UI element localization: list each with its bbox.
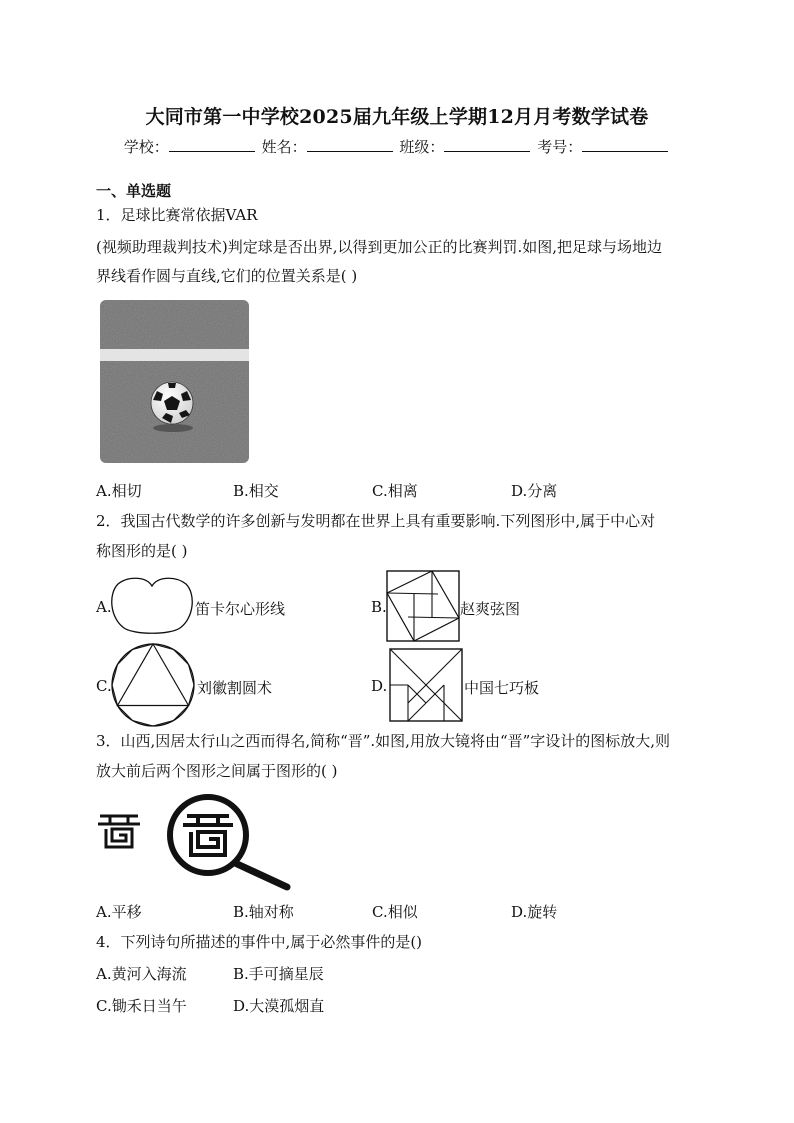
q2-option-d-label: 中国七巧板 [464, 679, 540, 697]
q4-option-d: D.大漠孤烟直 [233, 997, 325, 1015]
field-school-label: 学校： [123, 138, 169, 156]
field-name-label: 姓名： [261, 138, 307, 156]
q2-option-b-letter: B. [371, 598, 387, 616]
liu-hui-circle-figure [110, 642, 196, 728]
q2-option-b-label: 赵爽弦图 [460, 600, 521, 618]
q1-option-c: C.相离 [372, 482, 418, 500]
field-school-blank [169, 138, 255, 152]
field-name-blank [307, 138, 393, 152]
q3-line2: 放大前后两个图形之间属于图形的( ) [96, 762, 338, 780]
q2-option-c-letter: C. [96, 677, 112, 695]
q1-option-b: B.相交 [233, 482, 279, 500]
cardioid-figure [110, 574, 194, 636]
field-number-label: 考号： [537, 138, 583, 156]
q1-line2: (视频助理裁判技术)判定球是否出界,以得到更加公正的比赛判罚.如图,把足球与场地边 [96, 238, 663, 256]
q3-option-b: B.轴对称 [233, 903, 294, 921]
jin-icon-small [96, 811, 142, 851]
q2-line2: 称图形的是( ) [96, 542, 188, 560]
q2-option-a-letter: A. [96, 598, 112, 616]
page-title: 大同市第一中学校2025届九年级上学期12月月考数学试卷 [145, 106, 649, 128]
q3-line1: 3．山西,因居太行山之西而得名,简称“晋”.如图,用放大镜将由“晋”字设计的图标放大,则 [96, 732, 671, 750]
q2-option-a-label: 笛卡尔心形线 [195, 600, 286, 618]
magnifier-jin-icon [163, 791, 293, 891]
q3-option-c: C.相似 [372, 903, 418, 921]
zhao-shuang-diagram [386, 570, 460, 642]
q2-line1: 2．我国古代数学的许多创新与发明都在世界上具有重要影响.下列图形中,属于中心对 [96, 512, 656, 530]
q1-line3: 界线看作圆与直线,它们的位置关系是( ) [96, 267, 358, 285]
q4-option-b: B.手可摘星辰 [233, 965, 324, 983]
q3-option-d: D.旋转 [511, 903, 558, 921]
q3-option-a: A.平移 [96, 903, 142, 921]
q2-option-d-letter: D. [371, 677, 388, 695]
q2-option-c-label: 刘徽割圆术 [197, 679, 273, 697]
q1-option-d: D.分离 [511, 482, 558, 500]
soccer-ball-image [100, 300, 249, 463]
field-class-blank [444, 138, 530, 152]
field-class-label: 班级： [399, 138, 445, 156]
q4-option-a: A.黄河入海流 [96, 965, 187, 983]
q1-option-a: A.相切 [96, 482, 142, 500]
q4-option-c: C.锄禾日当午 [96, 997, 187, 1015]
student-info-line [0, 136, 794, 157]
field-number-blank [582, 138, 668, 152]
tangram-figure [389, 648, 463, 722]
q4-line1: 4．下列诗句所描述的事件中,属于必然事件的是() [96, 933, 423, 951]
q1-line1: 1．足球比赛常依据VAR [96, 206, 258, 224]
section-title: 一、单选题 [96, 182, 172, 200]
